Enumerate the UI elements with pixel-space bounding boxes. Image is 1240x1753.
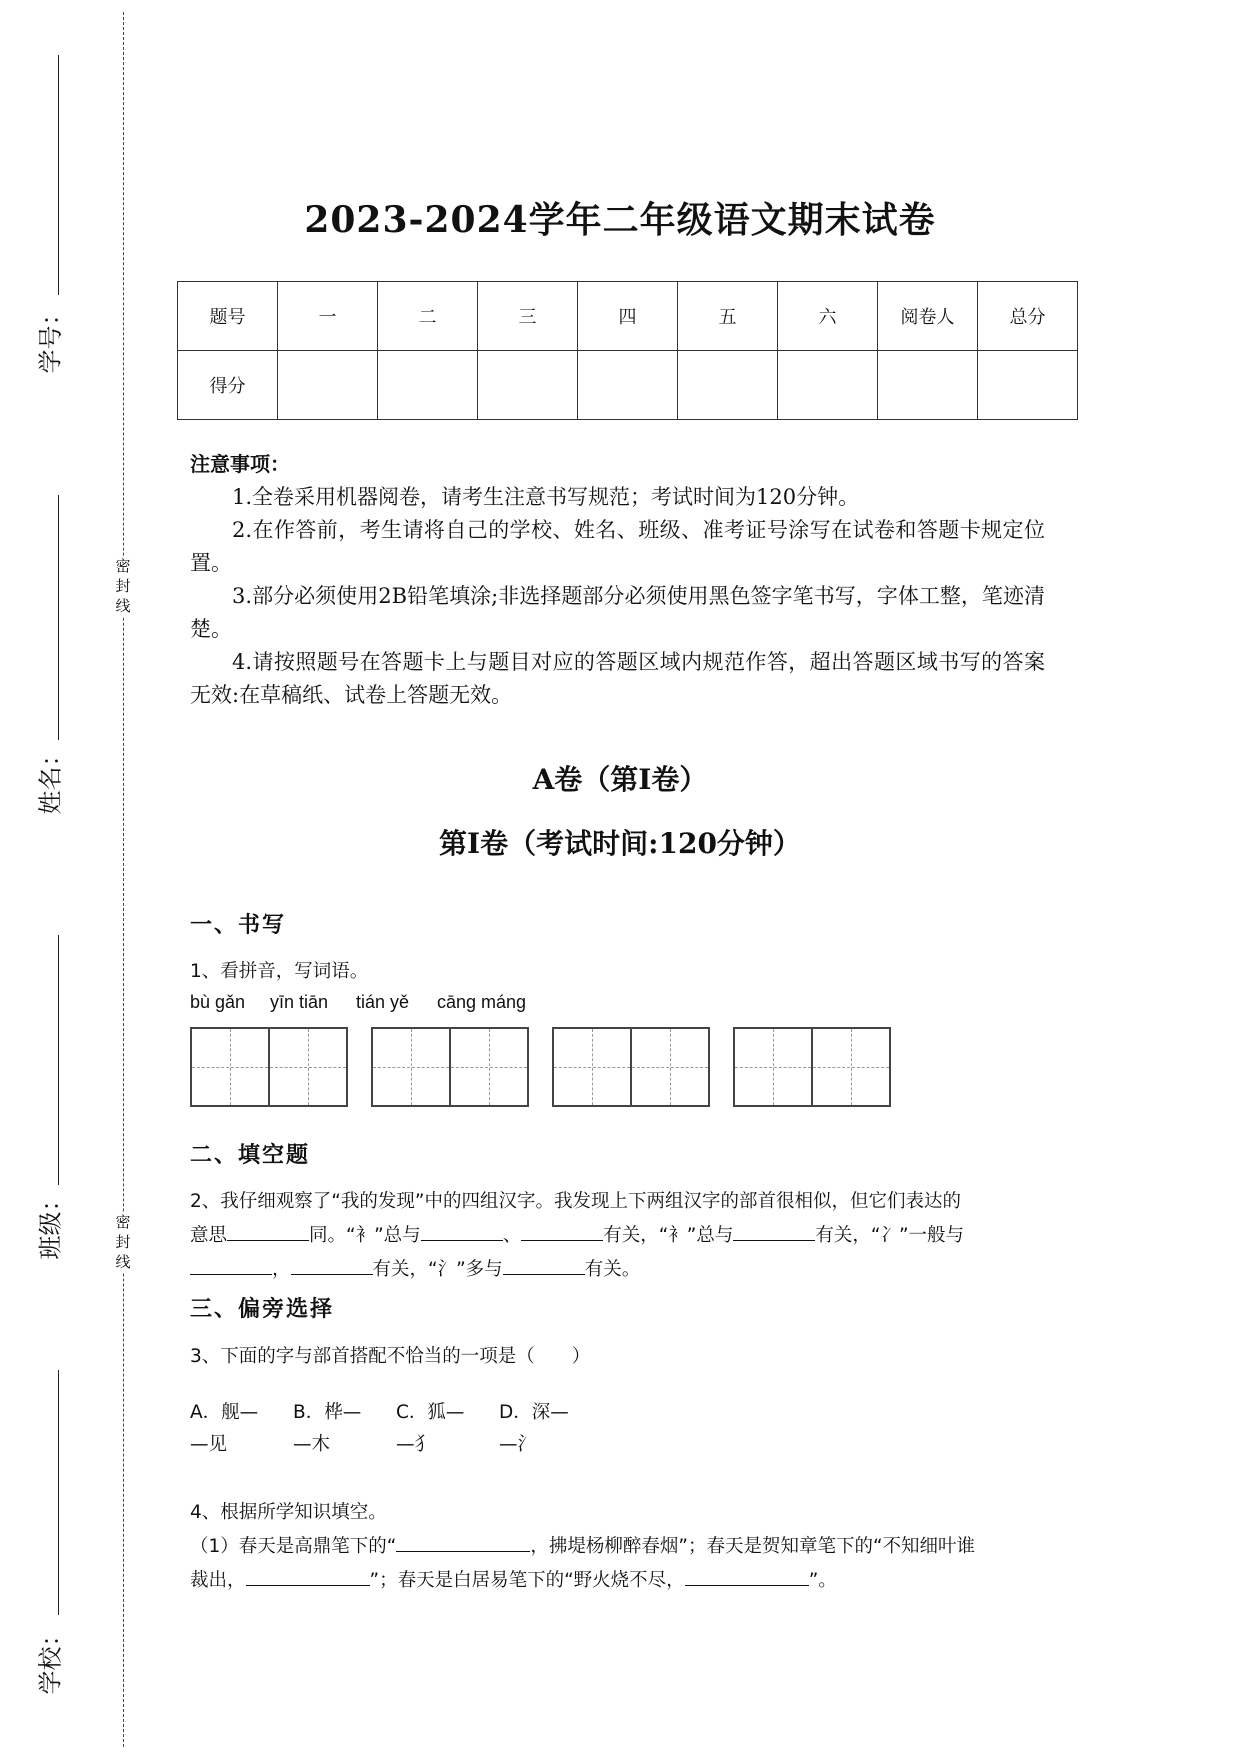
score-cell[interactable] bbox=[478, 351, 578, 420]
class-line[interactable] bbox=[58, 935, 59, 1185]
class-label: 班级： bbox=[36, 1187, 65, 1260]
name-line[interactable] bbox=[58, 495, 59, 740]
question-2-line-1: 2、我仔细观察了“我的发现”中的四组汉字。我发现上下两组汉字的部首很相似，但它们表达的 bbox=[190, 1191, 961, 1212]
option-c-line-2: —犭 bbox=[396, 1434, 434, 1455]
pinyin-1: bù gǎn bbox=[190, 992, 246, 1012]
header-cell: 六 bbox=[778, 282, 878, 351]
notice-item: 4.请按照题号在答题卡上与题目对应的答题区域内规范作答，超出答题区域书写的答案无效:在草稿纸、试卷上答题无效。 bbox=[190, 650, 1045, 707]
student-id-label: 学号： bbox=[36, 301, 65, 374]
option-b-line-1: B．桦— bbox=[293, 1402, 362, 1423]
q2-text: 有关，“氵”多与 bbox=[372, 1259, 503, 1280]
answer-blank[interactable] bbox=[190, 1252, 272, 1275]
q4-text: ”。 bbox=[808, 1570, 837, 1591]
seal-char: 密 bbox=[115, 1213, 131, 1231]
student-id-line[interactable] bbox=[58, 55, 59, 295]
score-cell[interactable] bbox=[878, 351, 978, 420]
question-2-line-3 bbox=[190, 1252, 1060, 1286]
school-label: 学校： bbox=[36, 1622, 65, 1695]
header-cell: 一 bbox=[278, 282, 378, 351]
header-cell: 五 bbox=[678, 282, 778, 351]
question-2-line-2 bbox=[190, 1218, 1060, 1252]
score-cell[interactable] bbox=[378, 351, 478, 420]
part-a-title: A卷（第Ⅰ卷） bbox=[532, 763, 708, 796]
score-table-header-row bbox=[178, 282, 1078, 351]
school-line[interactable] bbox=[58, 1370, 59, 1615]
question-4-stem: 4、根据所学知识填空。 bbox=[190, 1502, 387, 1523]
option-a-line-1: A．舰— bbox=[190, 1402, 259, 1423]
seal-char: 封 bbox=[115, 577, 131, 595]
section-3-title: 三、偏旁选择 bbox=[190, 1296, 335, 1322]
q4-text: （1）春天是高鼎笔下的“ bbox=[190, 1536, 397, 1557]
writing-grid-3 bbox=[552, 1027, 708, 1107]
seal-mark-lower bbox=[114, 1212, 132, 1272]
name-label: 姓名： bbox=[36, 742, 65, 815]
question-1: 1、看拼音，写词语。 bbox=[190, 961, 369, 982]
option-d[interactable] bbox=[499, 1397, 569, 1461]
score-cell[interactable] bbox=[978, 351, 1078, 420]
q2-text: 有关，“冫”一般与 bbox=[815, 1225, 965, 1246]
writing-cell[interactable] bbox=[733, 1027, 813, 1107]
header-cell: 四 bbox=[578, 282, 678, 351]
question-2 bbox=[190, 1185, 1060, 1286]
score-cell[interactable] bbox=[278, 351, 378, 420]
option-a-line-2: —见 bbox=[190, 1434, 228, 1455]
header-cell: 总分 bbox=[978, 282, 1078, 351]
header-cell: 二 bbox=[378, 282, 478, 351]
writing-grid-4 bbox=[733, 1027, 889, 1107]
question-4 bbox=[190, 1496, 1060, 1597]
writing-cell[interactable] bbox=[630, 1027, 710, 1107]
exam-title: 2023-2024学年二年级语文期末试卷 bbox=[304, 199, 936, 241]
section-1-title: 一、书写 bbox=[190, 912, 287, 938]
answer-blank[interactable] bbox=[521, 1218, 603, 1241]
writing-cell[interactable] bbox=[449, 1027, 529, 1107]
notice-block bbox=[190, 448, 1045, 712]
seal-char: 线 bbox=[115, 1253, 131, 1271]
writing-cell[interactable] bbox=[371, 1027, 451, 1107]
notice-item: 3.部分必须使用2B铅笔填涂;非选择题部分必须使用黑色签字笔书写，字体工整，笔迹清楚。 bbox=[190, 584, 1045, 641]
option-a[interactable] bbox=[190, 1397, 258, 1461]
seal-char: 封 bbox=[115, 1233, 131, 1251]
q2-text: 、 bbox=[502, 1225, 522, 1246]
question-3: 3、下面的字与部首搭配不恰当的一项是（ ） bbox=[190, 1346, 591, 1367]
pinyin-4: cāng máng bbox=[437, 992, 527, 1012]
answer-blank[interactable] bbox=[227, 1218, 309, 1241]
answer-blank[interactable] bbox=[396, 1529, 530, 1552]
writing-cell[interactable] bbox=[552, 1027, 632, 1107]
seal-mark-upper bbox=[114, 556, 132, 616]
q2-text: ， bbox=[272, 1259, 291, 1280]
header-cell: 三 bbox=[478, 282, 578, 351]
header-cell: 题号 bbox=[178, 282, 278, 351]
answer-blank[interactable] bbox=[246, 1563, 370, 1586]
seal-char: 线 bbox=[115, 597, 131, 615]
writing-grid-1 bbox=[190, 1027, 346, 1107]
question-4-part-1-cont bbox=[190, 1563, 1060, 1597]
section-2-title: 二、填空题 bbox=[190, 1142, 311, 1168]
answer-blank[interactable] bbox=[291, 1252, 373, 1275]
option-c-line-1: C．狐— bbox=[396, 1402, 465, 1423]
pinyin-2: yīn tiān bbox=[270, 992, 329, 1012]
notice-item: 2.在作答前，考生请将自己的学校、姓名、班级、准考证号涂写在试卷和答题卡规定位置。 bbox=[190, 518, 1045, 575]
question-4-part-1 bbox=[190, 1529, 1060, 1563]
header-cell: 阅卷人 bbox=[878, 282, 978, 351]
binding-dashed-line bbox=[123, 12, 124, 1747]
answer-blank[interactable] bbox=[685, 1563, 809, 1586]
q2-text: 有关。 bbox=[584, 1259, 641, 1280]
score-table-score-row bbox=[178, 351, 1078, 420]
part-sub-title: 第Ⅰ卷（考试时间:120分钟） bbox=[439, 827, 801, 860]
seal-char: 密 bbox=[115, 557, 131, 575]
option-d-line-2: —氵 bbox=[499, 1434, 537, 1455]
answer-blank[interactable] bbox=[733, 1218, 815, 1241]
pinyin-3: tián yě bbox=[356, 992, 410, 1012]
score-row-label: 得分 bbox=[178, 351, 278, 420]
q2-text: 有关，“衤”总与 bbox=[603, 1225, 734, 1246]
option-b-line-2: —木 bbox=[293, 1434, 331, 1455]
q2-text: 意思 bbox=[190, 1225, 228, 1246]
answer-blank[interactable] bbox=[503, 1252, 585, 1275]
score-cell[interactable] bbox=[678, 351, 778, 420]
writing-cell[interactable] bbox=[190, 1027, 270, 1107]
option-d-line-1: D．深— bbox=[499, 1402, 569, 1423]
answer-blank[interactable] bbox=[421, 1218, 503, 1241]
writing-cell[interactable] bbox=[268, 1027, 348, 1107]
writing-cell[interactable] bbox=[811, 1027, 891, 1107]
q4-text: ”；春天是白居易笔下的“野火烧不尽， bbox=[369, 1570, 685, 1591]
score-cell[interactable] bbox=[578, 351, 678, 420]
writing-grid-2 bbox=[371, 1027, 527, 1107]
notice-heading: 注意事项： bbox=[190, 452, 290, 476]
option-b[interactable] bbox=[293, 1397, 361, 1461]
notice-item: 1.全卷采用机器阅卷，请考生注意书写规范；考试时间为120分钟。 bbox=[232, 485, 860, 509]
q4-text: 裁出， bbox=[190, 1570, 246, 1591]
option-c[interactable] bbox=[396, 1397, 464, 1461]
score-table bbox=[177, 281, 1078, 420]
q2-text: 同。“衤”总与 bbox=[309, 1225, 421, 1246]
score-cell[interactable] bbox=[778, 351, 878, 420]
q4-text: ，拂堤杨柳醉春烟”；春天是贺知章笔下的“不知细叶谁 bbox=[530, 1536, 976, 1557]
